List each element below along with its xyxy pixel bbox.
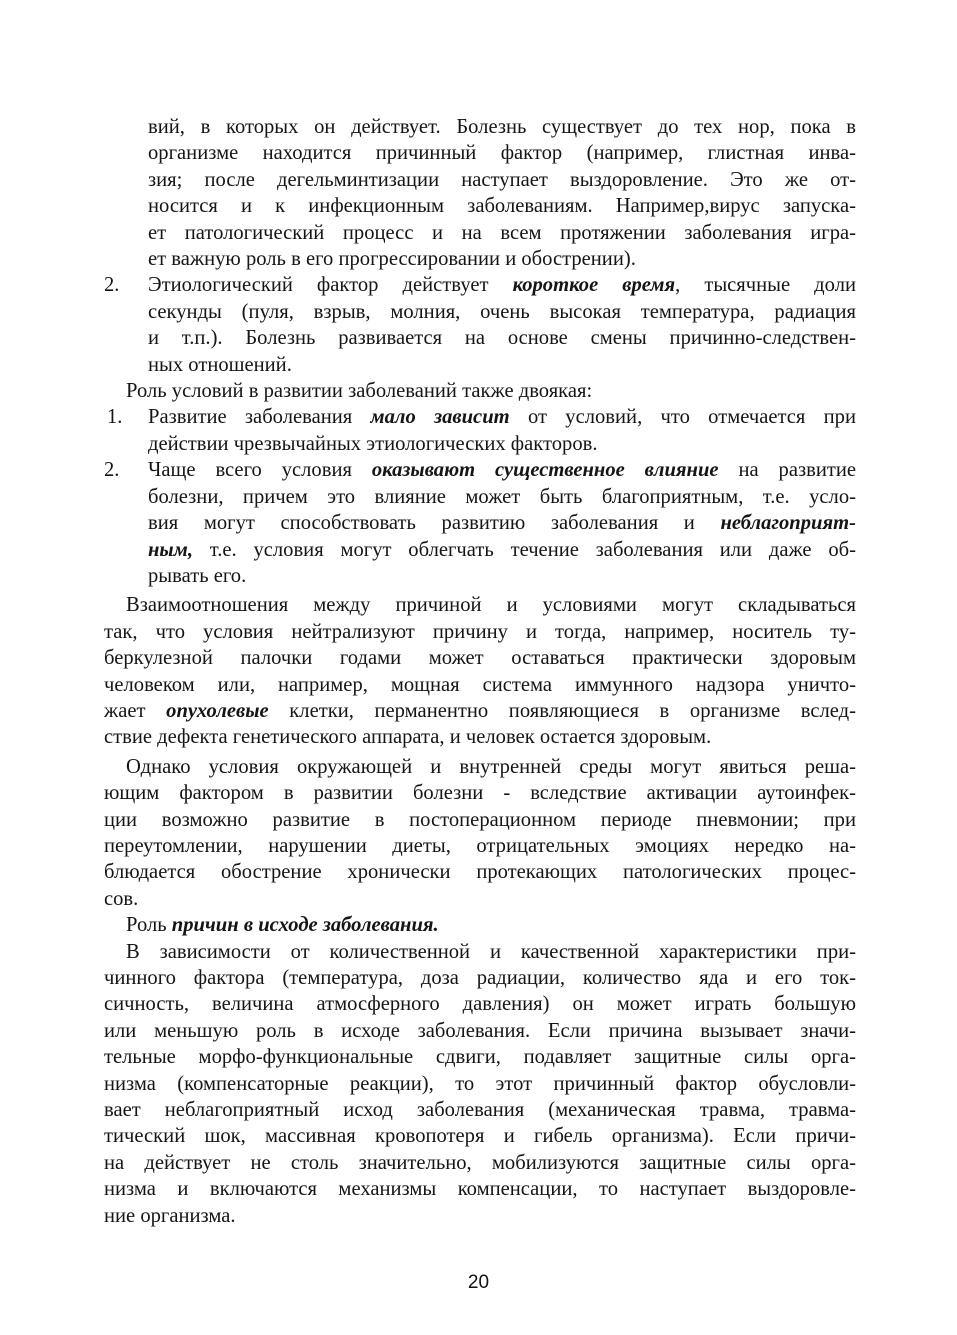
text-line: Взаимоотношения между причиной и условиями могут складываться [126, 594, 856, 617]
text-line: ствие дефекта генетического аппарата, и человек остается здоровым. [104, 726, 712, 749]
text-line: ет важную роль в его прогрессировании и обострении). [148, 248, 636, 271]
list-item-2-conditions [104, 457, 856, 589]
roles-intro-line: Роль условий в развитии заболеваний также двоякая: [126, 380, 593, 403]
text-line: сичность, величина атмосферного давления) он может играть большую [104, 993, 856, 1016]
emphasis-text: оказывают существенное влияние [371, 459, 719, 482]
text-line: В зависимости от количественной и качественной характеристики при- [126, 940, 856, 963]
text-line: на действует не столь значительно, мобилизуются защитные силы орга- [104, 1151, 856, 1174]
section-heading-role-causes [104, 912, 856, 938]
text-line: или меньшую роль в исходе заболевания. Если причина вызывает значи- [104, 1019, 856, 1042]
text-line: ние организма. [104, 1204, 236, 1227]
text-line: ет патологический процесс и на всем протяжении заболевания игра- [148, 221, 856, 244]
text-run: , тысячные доли [675, 274, 856, 297]
text-line: тический шок, массивная кровопотеря и гибель организма). Если причи- [104, 1125, 856, 1148]
paragraph-environment [104, 754, 856, 912]
emphasis-text: мало зависит [370, 406, 510, 429]
text-line: чинного фактора (температура, доза радиации, количество яда и его ток- [104, 967, 856, 989]
text-line: низма и включаются механизмы компенсации, то наступает выздоровле- [104, 1178, 856, 1201]
text-line [104, 272, 856, 298]
list-item-2-etiology [104, 272, 856, 378]
text-run: клетки, перманентно появляющиеся в организме вслед- [268, 699, 856, 722]
text-line [104, 537, 856, 563]
text-line: действии чрезвычайных этиологических факторов. [148, 432, 598, 455]
text-line: и т.п.). Болезнь развивается на основе смены причинно-следствен- [148, 327, 856, 350]
text-run: жает [104, 699, 167, 722]
paragraph-causes-conditions [104, 592, 856, 750]
continued-item-text [104, 114, 856, 272]
emphasis-text: ным, [148, 538, 193, 561]
text-line: рывать его. [148, 564, 247, 587]
text-run: Роль [126, 914, 172, 937]
text-line: болезни, причем это влияние может быть благоприятным, т.е. усло- [148, 485, 856, 508]
text-run: Этиологический фактор действует [148, 274, 513, 297]
text-line: так, что условия нейтрализуют причину и тогда, например, носитель ту- [104, 620, 856, 643]
list-number: 2. [104, 274, 120, 297]
text-run: от условий, что отмечается при [509, 406, 856, 429]
list-number: 2. [104, 459, 120, 482]
text-line [104, 404, 856, 430]
text-line: носится и к инфекционным заболеваниям. Например,вирус запуска- [148, 195, 856, 218]
emphasis-text: неблагоприят- [720, 512, 856, 535]
page-body [104, 114, 856, 1229]
text-run: Развитие заболевания [148, 406, 371, 429]
text-line: ных отношений. [148, 353, 292, 376]
text-line: зия; после дегельминтизации наступает выздоровление. Это же от- [148, 168, 856, 191]
list-item-1-conditions [104, 404, 856, 457]
text-line: Однако условия окружающей и внутренней среды могут явиться реша- [126, 755, 856, 778]
text-run: Чаще всего условия [148, 459, 372, 482]
text-line: низма (компенсаторные реакции), то этот причинный фактор обусловли- [104, 1072, 856, 1095]
text-line: блюдается обострение хронически протекающих патологических процес- [104, 861, 856, 884]
text-line [104, 457, 856, 483]
text-run: на развитие [718, 459, 857, 482]
text-line: сов. [104, 887, 139, 910]
page-number: 20 [467, 1272, 490, 1293]
text-line: человеком или, например, мощная система иммунного надзора уничто- [104, 673, 856, 696]
emphasis-text: короткое время [512, 274, 676, 297]
text-line: вий, в которых он действует. Болезнь существует до тех нор, пока в [148, 116, 856, 138]
text-line: секунды (пуля, взрыв, молния, очень высокая температура, радиация [148, 300, 856, 323]
text-line: переутомлении, нарушении диеты, отрицательных эмоциях нередко на- [104, 834, 856, 857]
text-run: вия могут способствовать развитию заболевания и [148, 512, 721, 535]
text-run: т.е. условия могут облегчать течение заболевания или даже об- [192, 538, 856, 561]
text-line: вает неблагоприятный исход заболевания (механическая травма, травма- [104, 1099, 856, 1122]
paragraph-outcome [104, 939, 856, 1229]
text-line [104, 510, 856, 536]
text-line: ции возможно развитие в постоперационном периоде пневмонии; при [104, 808, 856, 831]
text-line: тельные морфо-функциональные сдвиги, подавляет защитные силы орга- [104, 1046, 856, 1069]
list-number: 1. [107, 406, 123, 429]
text-line: беркулезной палочки годами может оставаться практически здоровым [104, 647, 856, 670]
text-line: ющим фактором в развитии болезни - вследствие активации аутоинфек- [104, 782, 856, 805]
text-line: организме находится причинный фактор (например, глистная инва- [148, 142, 856, 165]
emphasis-text: опухолевые [166, 699, 269, 722]
emphasis-text: причин в исходе заболевания. [171, 914, 439, 937]
text-line [104, 698, 856, 724]
